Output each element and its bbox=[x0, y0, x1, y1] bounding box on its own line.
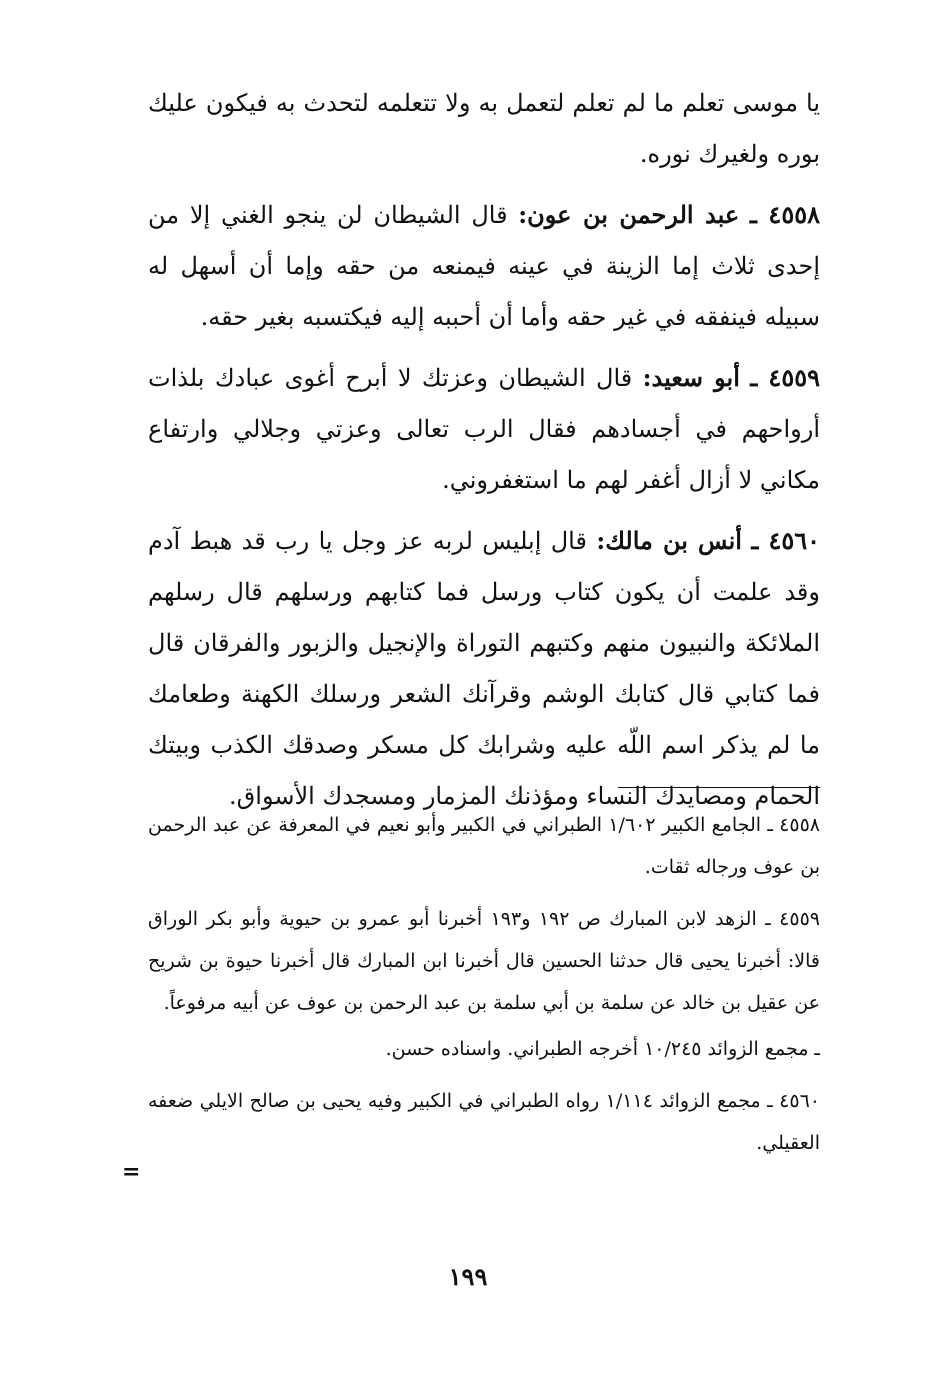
entry-number: ٤٥٥٩ ـ bbox=[750, 363, 820, 392]
continuation-mark: = bbox=[122, 1159, 141, 1185]
entry-narrator: أبو سعيد: bbox=[642, 363, 740, 392]
entry-text: قال الشيطان لن ينجو الغني إلا من إحدى ثلاث إما الزينة في عينه فيمنعه من حقه وإما أن أسهل له سبيله فينفقه في غير حقه وأما أن أحببه إليه فيكتسبه بغير حقه. bbox=[148, 201, 820, 331]
entry-4559 bbox=[148, 352, 820, 506]
footnote-4560: ٤٥٦٠ ـ مجمع الزوائد ١/١١٤ رواه الطبراني في الكبير وفيه يحيى بن صالح الايلي ضعفه العقيلي. bbox=[148, 1090, 820, 1154]
entry-text: قال إبليس لربه عز وجل يا رب قد هبط آدم وقد علمت أن يكون كتاب ورسل فما كتابهم ورسلهم قال رسلهم الملائكة والنبيون منهم وكتبهم التوراة والإنجيل والزبور والفرقان قال فما كتابي قال كتابك الوشم وقرآنك الشعر ورسلك الكهنة وطعامك ما لم يذكر اسم اللّه عليه وشرابك كل مسكر وصدقك الكذب وبيتك الحمام ومصايدك النساء ومؤذنك المزمار ومسجدك الأسواق. bbox=[148, 527, 820, 810]
paragraph-continuation: يا موسى تعلم ما لم تعلم لتعمل به ولا تتعلمه لتحدث به فيكون عليك بوره ولغيرك نوره. bbox=[148, 89, 821, 168]
entry-number: ٤٥٦٠ ـ bbox=[751, 526, 820, 555]
entry-text: قال الشيطان وعزتك لا أبرح أغوى عبادك بلذات أرواحهم في أجسادهم فقال الرب تعالى وعزتي وجلالي وارتفاع مكاني لا أزال أغفر لهم ما استغفروني. bbox=[148, 364, 820, 494]
entry-4560 bbox=[148, 515, 820, 822]
entry-narrator: عبد الرحمن بن عون: bbox=[518, 200, 740, 229]
entry-narrator: أنس بن مالك: bbox=[596, 526, 742, 555]
footnote-4558: ٤٥٥٨ ـ الجامع الكبير ١/٦٠٢ الطبراني في الكبير وأبو نعيم في المعرفة عن عبد الرحمن بن عوف ورجاله ثقات. bbox=[148, 814, 820, 878]
footnotes bbox=[148, 804, 820, 1174]
entry-4558 bbox=[148, 189, 820, 343]
page-number: ١٩٩ bbox=[448, 1262, 488, 1291]
entry-number: ٤٥٥٨ ـ bbox=[749, 200, 820, 229]
main-text bbox=[148, 78, 820, 831]
footnote-4559: ٤٥٥٩ ـ الزهد لابن المبارك ص ١٩٢ و١٩٣ أخبرنا أبو عمرو بن حيوية وأبو بكر الوراق قالا: أخبرنا يحيى قال حدثنا الحسين قال أخبرنا ابن المبارك قال أخبرنا حيوة بن شريح عن عقيل بن خالد عن سلمة بن أبي سلمة بن عبد الرحمن بن عوف عن أبيه مرفوعاً. bbox=[148, 908, 821, 1014]
footnote-4559-extra: ـ مجمع الزوائد ١٠/٢٤٥ أخرجه الطبراني. واسناده حسن. bbox=[385, 1038, 820, 1060]
footnote-separator bbox=[618, 787, 820, 788]
